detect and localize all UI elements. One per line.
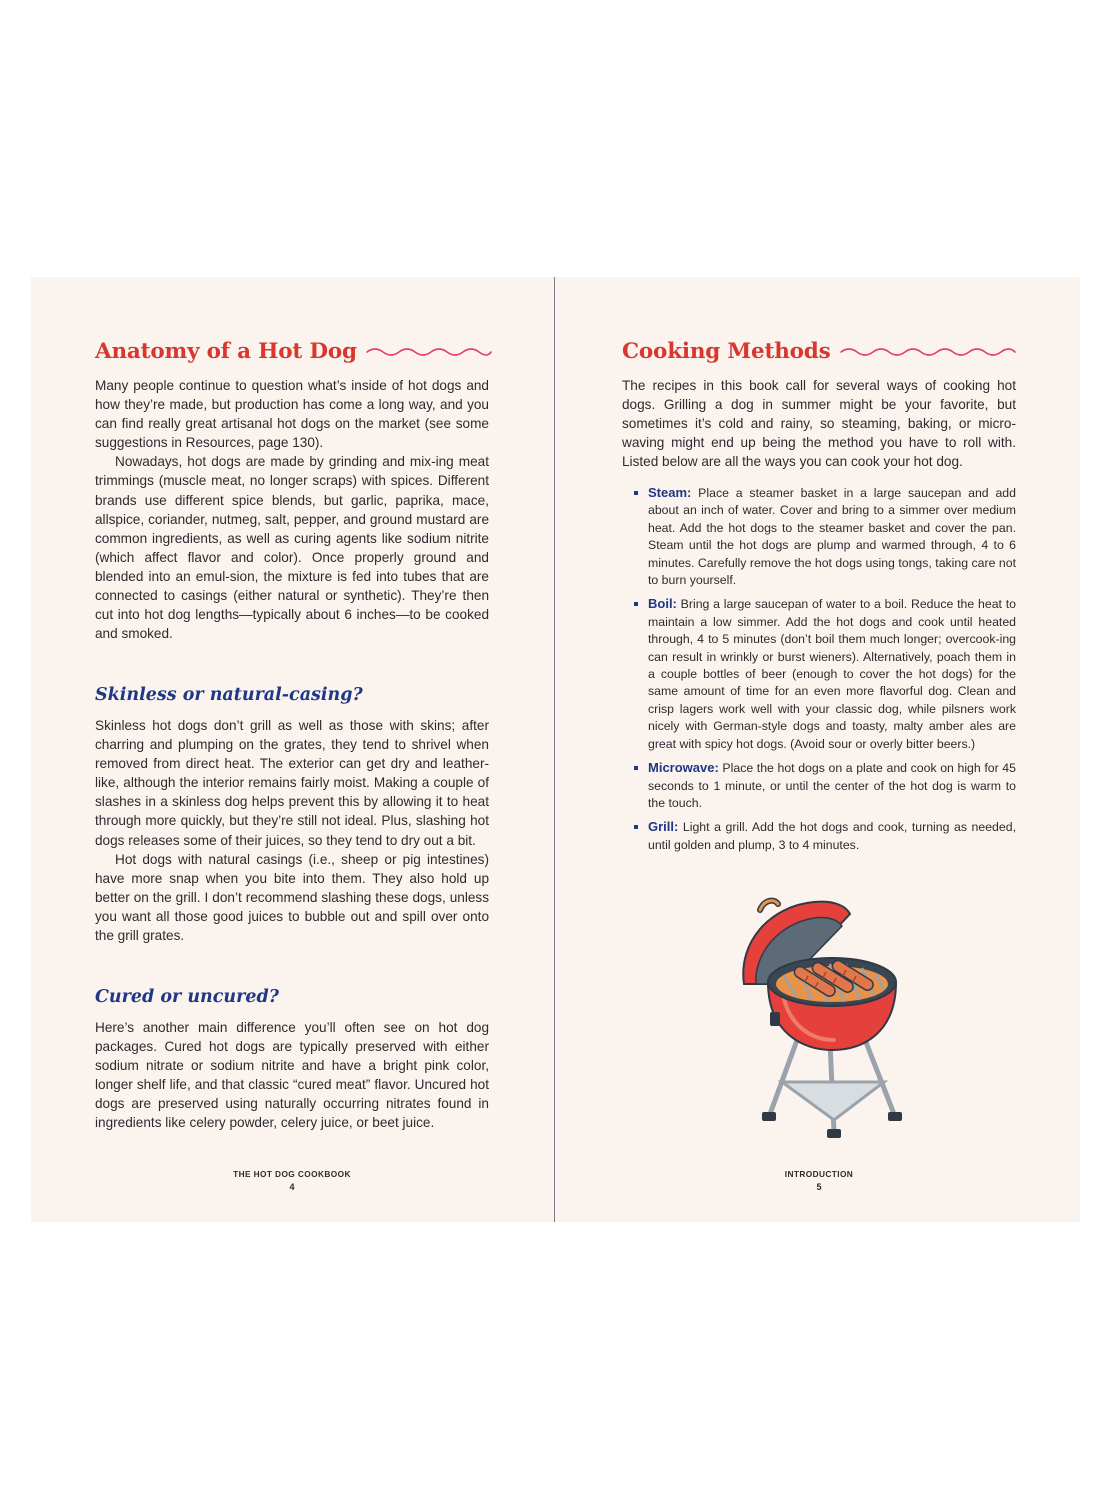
paragraph: Hot dogs with natural casings (i.e., sheep or pig intestines) have more snap when you bite into them. They also hold up better on the grill. I don’t recommend slashing these dogs, unless you want all those good juices to bubble out and spill over onto the grill grates. — [95, 851, 489, 944]
right-page — [622, 277, 1016, 1222]
cured-text — [95, 1018, 489, 1133]
list-item — [634, 759, 1016, 812]
method-text: Place a steamer basket in a large saucepan and add about an inch of water. Cover and bring to a simmer over medium heat. Add the hot dogs to the steamer basket and cover the pan. Steam until the hot dogs are plump and warmed through, 4 to 6 minutes. Carefully remove the hot dogs using tongs, taking care not to burn yourself. — [648, 486, 1016, 588]
page-number: 4 — [289, 1182, 295, 1192]
method-term: Microwave: — [648, 760, 719, 776]
method-term: Boil: — [648, 596, 677, 612]
method-text: Bring a large saucepan of water to a boil. Reduce the heat to maintain a low simmer. Add the hot dogs and cook until heated through, 4 to 5 minutes (don’t boil them much longer; overcook-ing can result in wrinkly or burst wieners). Alternatively, poach them in a couple bottles of beer (enough to cover the hot dogs) for the same amount of time for an even more flavorful dog. Clean and crisp lagers work well with your classic dog, while pilsners work nicely with German-style dogs and toasty, malty amber ales are great with spicy hot dogs. (Avoid sour or overly bitter beers.) — [648, 597, 1016, 751]
method-term: Steam: — [648, 485, 692, 500]
left-page — [95, 277, 489, 1222]
bullet-icon — [634, 491, 638, 495]
footer-title: THE HOT DOG COOKBOOK — [233, 1169, 351, 1179]
bullet-icon — [634, 766, 638, 770]
page-footer — [622, 1168, 1016, 1194]
paragraph: Nowadays, hot dogs are made by grinding and mix-ing meat trimmings (muscle meat, no longer scraps) with spices. Different brands use different spice blends, but garlic, paprika, mace, allspice, coriander, nutmeg, salt, pepper, and ground mustard are common ingredients, as well as curing agents like sodium nitrite (which affect flavor and color). Once properly ground and blended into an emul-sion, the mixture is fed into tubes that are connected to casings (either natural or synthetic). They’re then cut into hot dog lengths—typically about 6 inches—to be cooked and smoked. — [95, 454, 489, 642]
paragraph: The recipes in this book call for several ways of cooking hot dogs. Grilling a dog in summer might be your favorite, but sometimes it’s cold and rainy, so steaming, baking, or micro-waving might end up being the method you have to roll with. Listed below are all the ways you can cook your hot dog. — [622, 378, 1016, 470]
page-title: Anatomy of a Hot Dog — [95, 339, 357, 364]
skinless-text — [95, 716, 489, 945]
wave-decoration-icon — [365, 346, 493, 358]
paragraph: Skinless hot dogs don’t grill as well as those with skins; after charring and plumping on the grates, they tend to shrivel when removed from direct heat. The exterior can get dry and leather-like, although the interior remains fairly moist. Making a couple of slashes in a skinless dog helps prevent this by allowing it to heat through more quickly, but they’re still not ideal. Plus, slashing hot dogs releases some of their juices, so they tend to dry out a bit. — [95, 718, 489, 848]
bullet-icon — [634, 602, 638, 606]
list-item — [634, 818, 1016, 854]
page-gutter — [554, 277, 555, 1222]
cooking-methods-list — [634, 484, 1016, 860]
bullet-icon — [634, 825, 638, 829]
list-item — [634, 484, 1016, 589]
section-heading-cured: Cured or uncured? — [95, 987, 279, 1007]
page-footer — [95, 1168, 489, 1194]
method-term: Grill: — [648, 819, 679, 835]
book-spread — [31, 277, 1080, 1222]
paragraph: Here’s another main difference you’ll often see on hot dog packages. Cured hot dogs are typically preserved with either sodium nitrate or sodium nitrite and have a bright pink color, longer shelf life, and that classic “cured meat” flavor. Uncured hot dogs are preserved using naturally occurring nitrates found in ingredients like celery powder, celery juice, or beet juice. — [95, 1020, 489, 1131]
footer-title: INTRODUCTION — [784, 1169, 854, 1179]
paragraph: Many people continue to question what’s inside of hot dogs and how they’re made, but production has come a long way, and you can find really great artisanal hot dogs on the market (see some suggestions in Resources, page 130). — [95, 378, 489, 451]
wave-decoration-icon — [839, 346, 1017, 358]
cooking-intro — [622, 376, 1016, 471]
method-text: Light a grill. Add the hot dogs and cook, turning as needed, until golden and plump, 3 to 4 minutes. — [648, 820, 1016, 852]
left-heading-row — [95, 339, 493, 364]
method-text: Place the hot dogs on a plate and cook on high for 45 seconds to 1 minute, or until the center of the hot dog is warm to the touch. — [648, 761, 1016, 810]
page-title: Cooking Methods — [622, 339, 831, 364]
section-heading-skinless: Skinless or natural-casing? — [95, 685, 363, 705]
kettle-grill-with-hot-dogs-icon — [722, 892, 922, 1152]
right-heading-row — [622, 339, 1017, 364]
list-item — [634, 595, 1016, 753]
intro-text — [95, 376, 489, 643]
page-number: 5 — [816, 1182, 822, 1192]
